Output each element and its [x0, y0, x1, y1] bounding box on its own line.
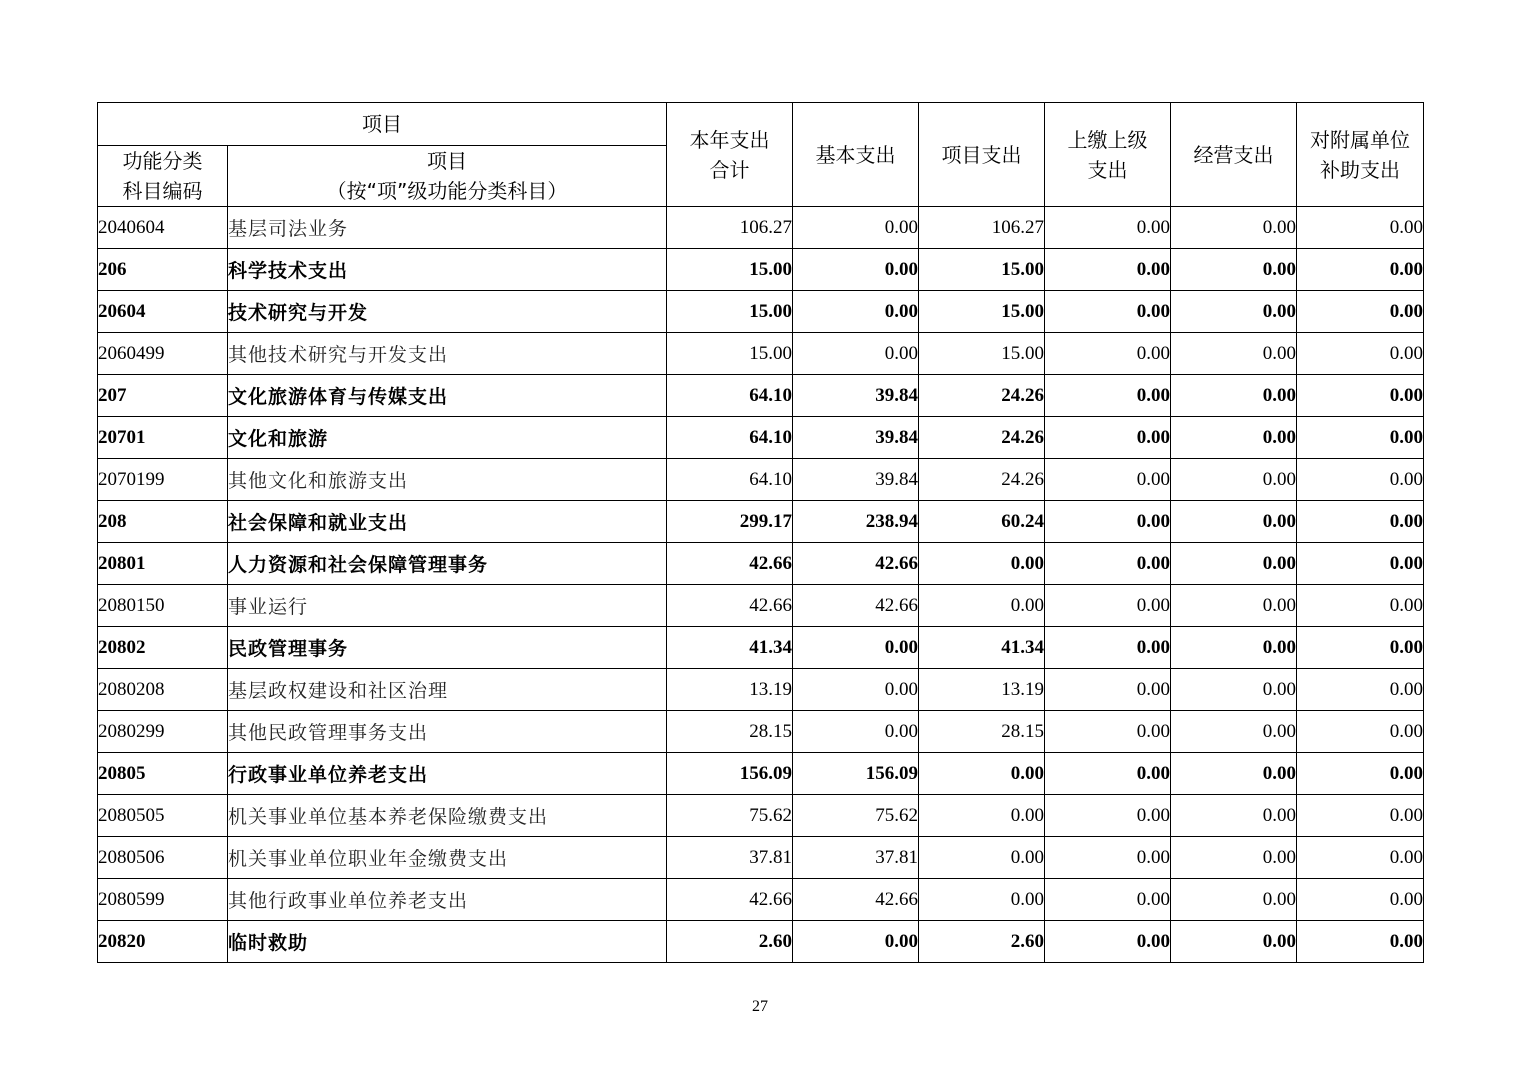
cell-remit: 0.00: [1045, 501, 1171, 543]
cell-name: 社会保障和就业支出: [228, 501, 667, 543]
cell-code: 2040604: [98, 207, 228, 249]
cell-basic: 0.00: [793, 627, 919, 669]
cell-code: 2080506: [98, 837, 228, 879]
cell-remit: 0.00: [1045, 921, 1171, 963]
cell-code: 207: [98, 375, 228, 417]
cell-code: 20701: [98, 417, 228, 459]
cell-subsidy: 0.00: [1297, 333, 1424, 375]
table-row: [98, 333, 1424, 375]
header-subsidy-line1: 对附属单位: [1310, 127, 1410, 152]
cell-subsidy: 0.00: [1297, 291, 1424, 333]
header-total-line1: 本年支出: [689, 127, 770, 152]
cell-project: 106.27: [919, 207, 1045, 249]
header-name: [228, 146, 667, 207]
cell-code: 2080208: [98, 669, 228, 711]
cell-remit: 0.00: [1045, 879, 1171, 921]
cell-subsidy: 0.00: [1297, 795, 1424, 837]
cell-total: 64.10: [667, 417, 793, 459]
table-body: [98, 207, 1424, 963]
cell-project: 0.00: [919, 879, 1045, 921]
cell-project: 2.60: [919, 921, 1045, 963]
cell-operating: 0.00: [1171, 249, 1297, 291]
cell-code: 2080505: [98, 795, 228, 837]
cell-name: 人力资源和社会保障管理事务: [228, 543, 667, 585]
cell-code: 2070199: [98, 459, 228, 501]
cell-remit: 0.00: [1045, 585, 1171, 627]
cell-project: 24.26: [919, 375, 1045, 417]
cell-remit: 0.00: [1045, 207, 1171, 249]
cell-subsidy: 0.00: [1297, 627, 1424, 669]
cell-name: 基层政权建设和社区治理: [228, 669, 667, 711]
cell-total: 64.10: [667, 459, 793, 501]
cell-total: 2.60: [667, 921, 793, 963]
cell-remit: 0.00: [1045, 795, 1171, 837]
cell-subsidy: 0.00: [1297, 543, 1424, 585]
table-row: [98, 837, 1424, 879]
cell-subsidy: 0.00: [1297, 585, 1424, 627]
cell-basic: 42.66: [793, 585, 919, 627]
table-row: [98, 585, 1424, 627]
cell-name: 其他民政管理事务支出: [228, 711, 667, 753]
cell-subsidy: 0.00: [1297, 837, 1424, 879]
cell-name: 其他文化和旅游支出: [228, 459, 667, 501]
cell-project: 28.15: [919, 711, 1045, 753]
cell-project: 15.00: [919, 291, 1045, 333]
cell-project: 24.26: [919, 459, 1045, 501]
table-row: [98, 501, 1424, 543]
cell-basic: 39.84: [793, 459, 919, 501]
cell-code: 20805: [98, 753, 228, 795]
expenditure-table: [97, 102, 1424, 963]
cell-basic: 0.00: [793, 291, 919, 333]
cell-operating: 0.00: [1171, 711, 1297, 753]
cell-remit: 0.00: [1045, 249, 1171, 291]
page-number: 27: [752, 998, 768, 1015]
cell-code: 2080150: [98, 585, 228, 627]
cell-operating: 0.00: [1171, 207, 1297, 249]
cell-name: 技术研究与开发: [228, 291, 667, 333]
cell-subsidy: 0.00: [1297, 375, 1424, 417]
cell-operating: 0.00: [1171, 585, 1297, 627]
cell-subsidy: 0.00: [1297, 207, 1424, 249]
cell-name: 科学技术支出: [228, 249, 667, 291]
header-basic: 基本支出: [793, 103, 919, 207]
table-row: [98, 879, 1424, 921]
cell-remit: 0.00: [1045, 669, 1171, 711]
cell-total: 41.34: [667, 627, 793, 669]
cell-name: 其他技术研究与开发支出: [228, 333, 667, 375]
cell-basic: 37.81: [793, 837, 919, 879]
cell-subsidy: 0.00: [1297, 417, 1424, 459]
cell-subsidy: 0.00: [1297, 459, 1424, 501]
header-subsidy-line2: 补助支出: [1320, 157, 1400, 182]
cell-code: 20820: [98, 921, 228, 963]
header-remit-line1: 上缴上级: [1067, 127, 1148, 152]
cell-project: 0.00: [919, 837, 1045, 879]
header-subsidy: [1297, 103, 1424, 207]
cell-code: 2080599: [98, 879, 228, 921]
cell-subsidy: 0.00: [1297, 501, 1424, 543]
cell-name: 基层司法业务: [228, 207, 667, 249]
cell-project: 0.00: [919, 585, 1045, 627]
header-project: 项目支出: [919, 103, 1045, 207]
cell-remit: 0.00: [1045, 459, 1171, 501]
cell-remit: 0.00: [1045, 753, 1171, 795]
header-code: 功能分类 科目编码: [98, 146, 228, 207]
table-row: [98, 795, 1424, 837]
table-row: [98, 417, 1424, 459]
header-operating: 经营支出: [1171, 103, 1297, 207]
cell-remit: 0.00: [1045, 543, 1171, 585]
cell-basic: 156.09: [793, 753, 919, 795]
cell-total: 15.00: [667, 333, 793, 375]
cell-name: 事业运行: [228, 585, 667, 627]
cell-project: 0.00: [919, 753, 1045, 795]
cell-basic: 42.66: [793, 543, 919, 585]
cell-basic: 39.84: [793, 375, 919, 417]
cell-code: 20801: [98, 543, 228, 585]
table-row: [98, 459, 1424, 501]
cell-name: 机关事业单位基本养老保险缴费支出: [228, 795, 667, 837]
cell-total: 42.66: [667, 543, 793, 585]
header-name-line1: 项目: [427, 149, 467, 173]
header-item-group: 项目: [98, 103, 667, 146]
table-row: [98, 291, 1424, 333]
cell-name: 民政管理事务: [228, 627, 667, 669]
cell-project: 15.00: [919, 249, 1045, 291]
header-name-line2: （按“项”级功能分类科目）: [326, 179, 568, 203]
table-row: [98, 711, 1424, 753]
cell-total: 156.09: [667, 753, 793, 795]
cell-basic: 0.00: [793, 333, 919, 375]
cell-basic: 238.94: [793, 501, 919, 543]
cell-remit: 0.00: [1045, 417, 1171, 459]
cell-operating: 0.00: [1171, 627, 1297, 669]
cell-total: 42.66: [667, 879, 793, 921]
cell-remit: 0.00: [1045, 333, 1171, 375]
cell-operating: 0.00: [1171, 921, 1297, 963]
cell-code: 2080299: [98, 711, 228, 753]
cell-basic: 0.00: [793, 921, 919, 963]
table-row: [98, 249, 1424, 291]
cell-name: 行政事业单位养老支出: [228, 753, 667, 795]
header-total: [667, 103, 793, 207]
cell-basic: 0.00: [793, 207, 919, 249]
cell-subsidy: 0.00: [1297, 753, 1424, 795]
cell-code: 20802: [98, 627, 228, 669]
cell-code: 206: [98, 249, 228, 291]
cell-name: 临时救助: [228, 921, 667, 963]
header-remit: [1045, 103, 1171, 207]
cell-operating: 0.00: [1171, 417, 1297, 459]
table-row: [98, 207, 1424, 249]
cell-total: 37.81: [667, 837, 793, 879]
table-row: [98, 543, 1424, 585]
header-row-1: [98, 103, 1424, 146]
cell-total: 75.62: [667, 795, 793, 837]
cell-project: 13.19: [919, 669, 1045, 711]
cell-code: 20604: [98, 291, 228, 333]
cell-total: 15.00: [667, 249, 793, 291]
cell-project: 0.00: [919, 543, 1045, 585]
cell-remit: 0.00: [1045, 291, 1171, 333]
cell-total: 13.19: [667, 669, 793, 711]
cell-operating: 0.00: [1171, 795, 1297, 837]
cell-operating: 0.00: [1171, 669, 1297, 711]
cell-basic: 0.00: [793, 711, 919, 753]
cell-remit: 0.00: [1045, 627, 1171, 669]
cell-subsidy: 0.00: [1297, 669, 1424, 711]
cell-project: 41.34: [919, 627, 1045, 669]
cell-total: 299.17: [667, 501, 793, 543]
cell-basic: 42.66: [793, 879, 919, 921]
cell-operating: 0.00: [1171, 837, 1297, 879]
cell-total: 42.66: [667, 585, 793, 627]
cell-name: 文化和旅游: [228, 417, 667, 459]
cell-operating: 0.00: [1171, 753, 1297, 795]
table-row: [98, 669, 1424, 711]
cell-total: 106.27: [667, 207, 793, 249]
cell-operating: 0.00: [1171, 459, 1297, 501]
cell-total: 64.10: [667, 375, 793, 417]
cell-name: 文化旅游体育与传媒支出: [228, 375, 667, 417]
cell-code: 2060499: [98, 333, 228, 375]
table-row: [98, 627, 1424, 669]
cell-subsidy: 0.00: [1297, 249, 1424, 291]
cell-operating: 0.00: [1171, 375, 1297, 417]
cell-operating: 0.00: [1171, 333, 1297, 375]
cell-subsidy: 0.00: [1297, 921, 1424, 963]
cell-project: 15.00: [919, 333, 1045, 375]
cell-basic: 0.00: [793, 669, 919, 711]
cell-operating: 0.00: [1171, 291, 1297, 333]
cell-operating: 0.00: [1171, 543, 1297, 585]
cell-basic: 0.00: [793, 249, 919, 291]
cell-remit: 0.00: [1045, 837, 1171, 879]
cell-total: 15.00: [667, 291, 793, 333]
cell-name: 机关事业单位职业年金缴费支出: [228, 837, 667, 879]
cell-project: 24.26: [919, 417, 1045, 459]
cell-basic: 39.84: [793, 417, 919, 459]
table-row: [98, 921, 1424, 963]
cell-name: 其他行政事业单位养老支出: [228, 879, 667, 921]
cell-remit: 0.00: [1045, 375, 1171, 417]
cell-operating: 0.00: [1171, 879, 1297, 921]
table-row: [98, 375, 1424, 417]
cell-project: 60.24: [919, 501, 1045, 543]
cell-total: 28.15: [667, 711, 793, 753]
header-remit-line2: 支出: [1087, 157, 1128, 182]
cell-subsidy: 0.00: [1297, 879, 1424, 921]
cell-remit: 0.00: [1045, 711, 1171, 753]
table-row: [98, 753, 1424, 795]
cell-project: 0.00: [919, 795, 1045, 837]
cell-basic: 75.62: [793, 795, 919, 837]
cell-operating: 0.00: [1171, 501, 1297, 543]
header-total-line2: 合计: [709, 157, 750, 182]
cell-code: 208: [98, 501, 228, 543]
cell-subsidy: 0.00: [1297, 711, 1424, 753]
